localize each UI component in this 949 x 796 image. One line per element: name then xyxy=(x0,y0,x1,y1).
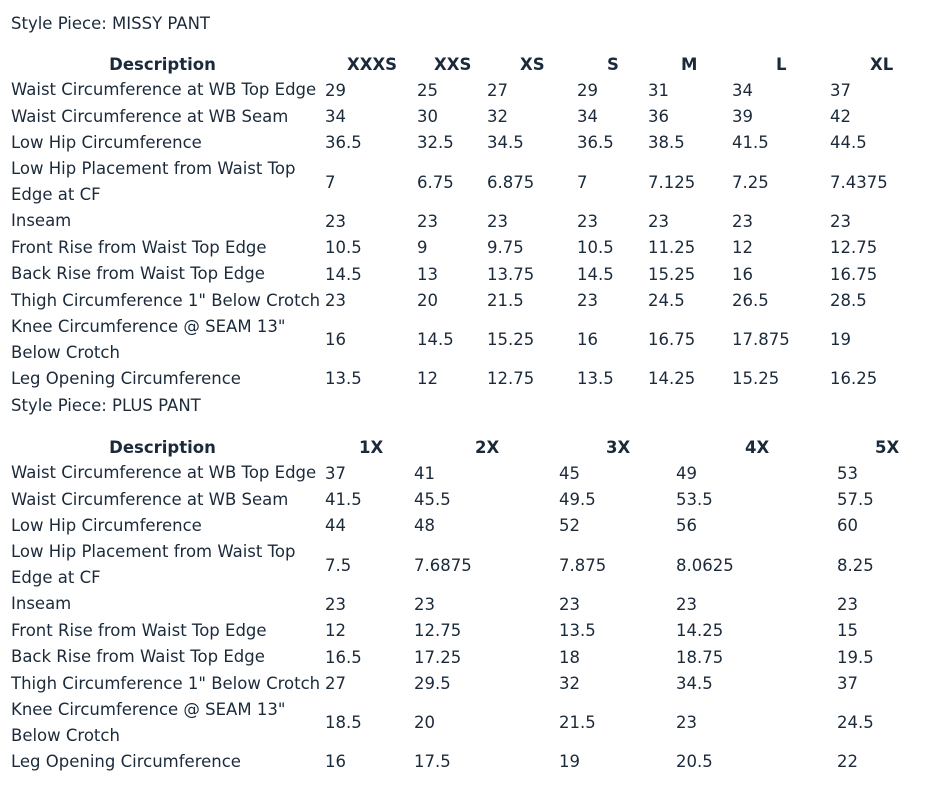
missy-cell-value: 24.5 xyxy=(648,291,685,311)
missy-table-row xyxy=(0,208,949,234)
missy-cell-value: 38.5 xyxy=(648,133,685,153)
plus-cell-value: 23 xyxy=(676,594,697,614)
missy-table-row xyxy=(0,130,949,156)
plus-cell-value: 49.5 xyxy=(559,490,596,510)
missy-row-label: Low Hip Placement from Waist Top Edge at CF xyxy=(11,159,296,205)
missy-table-row xyxy=(0,366,949,392)
missy-header-size: XL xyxy=(870,54,894,74)
missy-cell-value: 6.875 xyxy=(487,172,535,192)
plus-section-title: Style Piece: PLUS PANT xyxy=(11,396,201,415)
plus-cell-value: 16.5 xyxy=(325,647,362,667)
plus-cell-value: 16 xyxy=(325,752,346,772)
plus-table-row xyxy=(0,460,949,486)
plus-cell-value: 27 xyxy=(325,674,346,694)
plus-table-row xyxy=(0,486,949,512)
missy-cell-value: 32 xyxy=(487,107,508,127)
plus-cell-value: 56 xyxy=(676,516,697,536)
plus-cell-value: 37 xyxy=(325,463,346,483)
plus-cell-value: 14.25 xyxy=(676,621,724,641)
plus-row-label: Inseam xyxy=(11,594,72,614)
plus-table-row xyxy=(0,513,949,539)
plus-cell-value: 53 xyxy=(837,463,858,483)
missy-cell-value: 21.5 xyxy=(487,291,524,311)
missy-row-label: Waist Circumference at WB Seam xyxy=(11,106,289,126)
missy-row-label: Front Rise from Waist Top Edge xyxy=(11,237,267,257)
missy-cell-value: 29 xyxy=(577,80,598,100)
plus-row-label: Waist Circumference at WB Seam xyxy=(11,489,289,509)
missy-table-row xyxy=(0,261,949,287)
plus-cell-value: 41 xyxy=(414,463,435,483)
plus-cell-value: 7.875 xyxy=(559,555,607,575)
missy-table-row xyxy=(0,235,949,261)
plus-cell-value: 12 xyxy=(325,621,346,641)
plus-cell-value: 20 xyxy=(414,713,435,733)
missy-cell-value: 14.25 xyxy=(648,369,696,389)
plus-table-row xyxy=(0,749,949,775)
plus-row-label: Thigh Circumference 1" Below Crotch xyxy=(11,673,321,693)
plus-cell-value: 20.5 xyxy=(676,752,713,772)
missy-cell-value: 23 xyxy=(577,291,598,311)
missy-header-size: XXS xyxy=(434,54,472,74)
missy-cell-value: 15.25 xyxy=(487,330,535,350)
missy-spec-table xyxy=(0,51,949,392)
missy-cell-value: 13.5 xyxy=(325,369,362,389)
plus-cell-value: 57.5 xyxy=(837,490,874,510)
plus-row-label: Low Hip Placement from Waist Top Edge at CF xyxy=(11,542,296,588)
missy-cell-value: 16 xyxy=(577,330,598,350)
plus-header-row xyxy=(0,434,949,460)
plus-cell-value: 49 xyxy=(676,463,697,483)
missy-cell-value: 6.75 xyxy=(417,172,454,192)
missy-cell-value: 37 xyxy=(830,80,851,100)
missy-cell-value: 7.4375 xyxy=(830,172,888,192)
missy-cell-value: 16 xyxy=(732,264,753,284)
missy-cell-value: 23 xyxy=(487,211,508,231)
plus-cell-value: 18.5 xyxy=(325,713,362,733)
plus-table-row xyxy=(0,644,949,670)
plus-header-size: 2X xyxy=(475,437,500,457)
missy-cell-value: 25 xyxy=(417,80,438,100)
plus-table-row xyxy=(0,539,949,591)
missy-cell-value: 16.75 xyxy=(648,330,696,350)
plus-cell-value: 7.5 xyxy=(325,555,352,575)
plus-table-row xyxy=(0,618,949,644)
plus-header-size: 5X xyxy=(875,437,900,457)
missy-cell-value: 23 xyxy=(732,211,753,231)
missy-table-row xyxy=(0,314,949,366)
missy-row-label: Inseam xyxy=(11,211,72,231)
missy-cell-value: 34 xyxy=(577,107,598,127)
plus-row-label: Back Rise from Waist Top Edge xyxy=(11,647,265,667)
missy-table-row xyxy=(0,156,949,208)
missy-cell-value: 12 xyxy=(417,369,438,389)
missy-row-label: Thigh Circumference 1" Below Crotch xyxy=(11,290,321,310)
plus-cell-value: 17.5 xyxy=(414,752,451,772)
missy-cell-value: 19 xyxy=(830,330,851,350)
missy-section-title: Style Piece: MISSY PANT xyxy=(11,14,211,33)
plus-row-label: Low Hip Circumference xyxy=(11,515,202,535)
missy-cell-value: 10.5 xyxy=(325,238,362,258)
missy-cell-value: 14.5 xyxy=(577,264,614,284)
missy-cell-value: 23 xyxy=(325,291,346,311)
plus-cell-value: 18 xyxy=(559,647,580,667)
plus-cell-value: 23 xyxy=(414,594,435,614)
plus-spec-table xyxy=(0,434,949,775)
missy-cell-value: 44.5 xyxy=(830,133,867,153)
plus-row-label: Waist Circumference at WB Top Edge xyxy=(11,463,317,483)
plus-cell-value: 17.25 xyxy=(414,647,462,667)
missy-cell-value: 36.5 xyxy=(325,133,362,153)
missy-cell-value: 15.25 xyxy=(732,369,780,389)
missy-cell-value: 26.5 xyxy=(732,291,769,311)
missy-cell-value: 23 xyxy=(325,211,346,231)
plus-cell-value: 60 xyxy=(837,516,858,536)
plus-cell-value: 19.5 xyxy=(837,647,874,667)
missy-header-description: Description xyxy=(109,54,216,74)
missy-cell-value: 12.75 xyxy=(487,369,535,389)
missy-cell-value: 34.5 xyxy=(487,133,524,153)
missy-cell-value: 29 xyxy=(325,80,346,100)
plus-cell-value: 12.75 xyxy=(414,621,462,641)
plus-cell-value: 23 xyxy=(559,594,580,614)
missy-row-label: Low Hip Circumference xyxy=(11,132,202,152)
plus-header-size: 4X xyxy=(745,437,770,457)
missy-cell-value: 17.875 xyxy=(732,330,790,350)
plus-cell-value: 23 xyxy=(325,594,346,614)
plus-cell-value: 8.25 xyxy=(837,555,874,575)
missy-cell-value: 7.25 xyxy=(732,172,769,192)
plus-cell-value: 32 xyxy=(559,674,580,694)
missy-row-label: Back Rise from Waist Top Edge xyxy=(11,264,265,284)
missy-cell-value: 9.75 xyxy=(487,238,524,258)
missy-cell-value: 23 xyxy=(830,211,851,231)
plus-cell-value: 23 xyxy=(676,713,697,733)
missy-header-row xyxy=(0,51,949,77)
plus-cell-value: 21.5 xyxy=(559,713,596,733)
plus-cell-value: 45 xyxy=(559,463,580,483)
missy-cell-value: 30 xyxy=(417,107,438,127)
plus-cell-value: 8.0625 xyxy=(676,555,734,575)
missy-cell-value: 28.5 xyxy=(830,291,867,311)
missy-cell-value: 23 xyxy=(417,211,438,231)
missy-table-row xyxy=(0,103,949,129)
plus-row-label: Leg Opening Circumference xyxy=(11,751,241,771)
missy-row-label: Knee Circumference @ SEAM 13" Below Crotch xyxy=(11,316,286,362)
missy-cell-value: 23 xyxy=(648,211,669,231)
missy-cell-value: 34 xyxy=(732,80,753,100)
missy-cell-value: 13 xyxy=(417,264,438,284)
plus-cell-value: 45.5 xyxy=(414,490,451,510)
plus-cell-value: 52 xyxy=(559,516,580,536)
plus-cell-value: 7.6875 xyxy=(414,555,472,575)
missy-cell-value: 16.25 xyxy=(830,369,878,389)
missy-cell-value: 27 xyxy=(487,80,508,100)
missy-cell-value: 9 xyxy=(417,238,428,258)
plus-cell-value: 44 xyxy=(325,516,346,536)
missy-cell-value: 14.5 xyxy=(325,264,362,284)
plus-cell-value: 37 xyxy=(837,674,858,694)
plus-cell-value: 19 xyxy=(559,752,580,772)
missy-header-size: M xyxy=(681,54,698,74)
missy-header-size: XXXS xyxy=(347,54,398,74)
missy-cell-value: 11.25 xyxy=(648,238,696,258)
plus-cell-value: 23 xyxy=(837,594,858,614)
missy-cell-value: 7 xyxy=(577,172,588,192)
missy-table-row xyxy=(0,77,949,103)
plus-header-description: Description xyxy=(109,437,216,457)
missy-header-size: S xyxy=(607,54,619,74)
plus-row-label: Front Rise from Waist Top Edge xyxy=(11,620,267,640)
missy-cell-value: 36.5 xyxy=(577,133,614,153)
missy-cell-value: 20 xyxy=(417,291,438,311)
plus-cell-value: 24.5 xyxy=(837,713,874,733)
plus-cell-value: 53.5 xyxy=(676,490,713,510)
missy-cell-value: 16 xyxy=(325,330,346,350)
missy-header-size: XS xyxy=(520,54,545,74)
missy-cell-value: 32.5 xyxy=(417,133,454,153)
missy-cell-value: 7 xyxy=(325,172,336,192)
plus-cell-value: 13.5 xyxy=(559,621,596,641)
missy-header-size: L xyxy=(776,54,787,74)
missy-cell-value: 14.5 xyxy=(417,330,454,350)
plus-cell-value: 15 xyxy=(837,621,858,641)
missy-cell-value: 10.5 xyxy=(577,238,614,258)
missy-cell-value: 41.5 xyxy=(732,133,769,153)
missy-cell-value: 42 xyxy=(830,107,851,127)
plus-cell-value: 41.5 xyxy=(325,490,362,510)
missy-row-label: Leg Opening Circumference xyxy=(11,368,241,388)
plus-cell-value: 22 xyxy=(837,752,858,772)
missy-cell-value: 12.75 xyxy=(830,238,878,258)
plus-table-row xyxy=(0,591,949,617)
plus-cell-value: 29.5 xyxy=(414,674,451,694)
plus-table-row xyxy=(0,670,949,696)
missy-cell-value: 12 xyxy=(732,238,753,258)
missy-cell-value: 34 xyxy=(325,107,346,127)
missy-cell-value: 31 xyxy=(648,80,669,100)
plus-cell-value: 48 xyxy=(414,516,435,536)
missy-cell-value: 13.75 xyxy=(487,264,535,284)
missy-row-label: Waist Circumference at WB Top Edge xyxy=(11,80,317,100)
plus-cell-value: 18.75 xyxy=(676,647,724,667)
plus-row-label: Knee Circumference @ SEAM 13" Below Crotch xyxy=(11,699,286,745)
missy-cell-value: 23 xyxy=(577,211,598,231)
plus-header-size: 3X xyxy=(606,437,631,457)
missy-cell-value: 16.75 xyxy=(830,264,878,284)
plus-header-size: 1X xyxy=(359,437,384,457)
missy-cell-value: 39 xyxy=(732,107,753,127)
missy-table-row xyxy=(0,287,949,313)
missy-cell-value: 15.25 xyxy=(648,264,696,284)
plus-table-row xyxy=(0,697,949,749)
missy-cell-value: 7.125 xyxy=(648,172,696,192)
missy-cell-value: 36 xyxy=(648,107,669,127)
missy-cell-value: 13.5 xyxy=(577,369,614,389)
plus-cell-value: 34.5 xyxy=(676,674,713,694)
